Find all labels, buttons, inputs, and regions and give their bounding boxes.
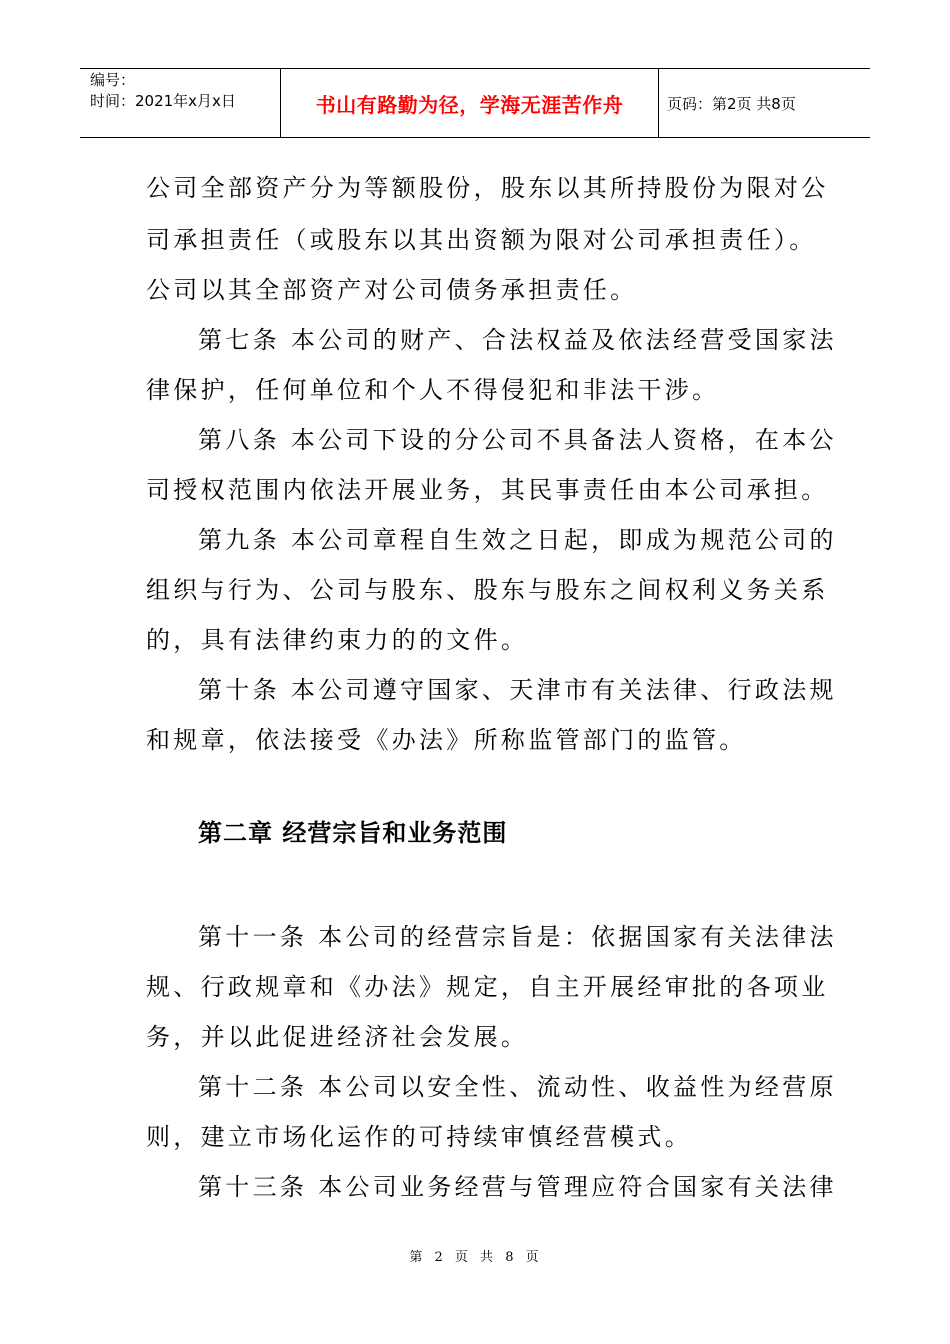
body-line: 公司全部资产分为等额股份，股东以其所持股份为限对公: [146, 174, 829, 202]
page-header: [80, 68, 870, 138]
header-motto: 书山有路勤为径，学海无涯苦作舟: [315, 92, 624, 117]
article-11-line: 第十一条 本公司的经营宗旨是：依据国家有关法律法: [198, 923, 837, 951]
document-date-label: 时间：2021年x月x日: [90, 92, 236, 110]
article-10-line: 第十条 本公司遵守国家、天津市有关法律、行政法规: [198, 676, 837, 704]
body-line: 司承担责任（或股东以其出资额为限对公司承担责任）。: [146, 226, 817, 254]
body-line: 和规章，依法接受《办法》所称监管部门的监管。: [146, 726, 747, 754]
body-line: 规、行政规章和《办法》规定，自主开展经审批的各项业: [146, 973, 829, 1001]
body-line: 组织与行为、公司与股东、股东与股东之间权利义务关系: [146, 576, 829, 604]
page-footer: 第 2 页 共 8 页: [409, 1250, 541, 1265]
body-line: 公司以其全部资产对公司债务承担责任。: [146, 276, 638, 304]
body-line: 的，具有法律约束力的的文件。: [146, 626, 529, 654]
article-9-line: 第九条 本公司章程自生效之日起，即成为规范公司的: [198, 526, 837, 554]
chapter-title: 第二章 经营宗旨和业务范围: [198, 819, 508, 847]
document-number-label: 编号：: [90, 71, 136, 89]
body-line: 则，建立市场化运作的可持续审慎经营模式。: [146, 1123, 692, 1151]
article-13-line: 第十三条 本公司业务经营与管理应符合国家有关法律: [198, 1173, 837, 1201]
header-page-cell: [659, 69, 870, 137]
article-12-line: 第十二条 本公司以安全性、流动性、收益性为经营原: [198, 1073, 837, 1101]
body-line: 司授权范围内依法开展业务，其民事责任由本公司承担。: [146, 476, 829, 504]
article-8-line: 第八条 本公司下设的分公司不具备法人资格，在本公: [198, 426, 837, 454]
article-7-line: 第七条 本公司的财产、合法权益及依法经营受国家法: [198, 326, 837, 354]
header-page-code: 页码：第2页 共8页: [667, 94, 796, 113]
body-line: 务，并以此促进经济社会发展。: [146, 1023, 529, 1051]
header-motto-cell: [281, 69, 659, 137]
body-line: 律保护，任何单位和个人不得侵犯和非法干涉。: [146, 376, 720, 404]
header-meta-cell: [80, 69, 281, 137]
